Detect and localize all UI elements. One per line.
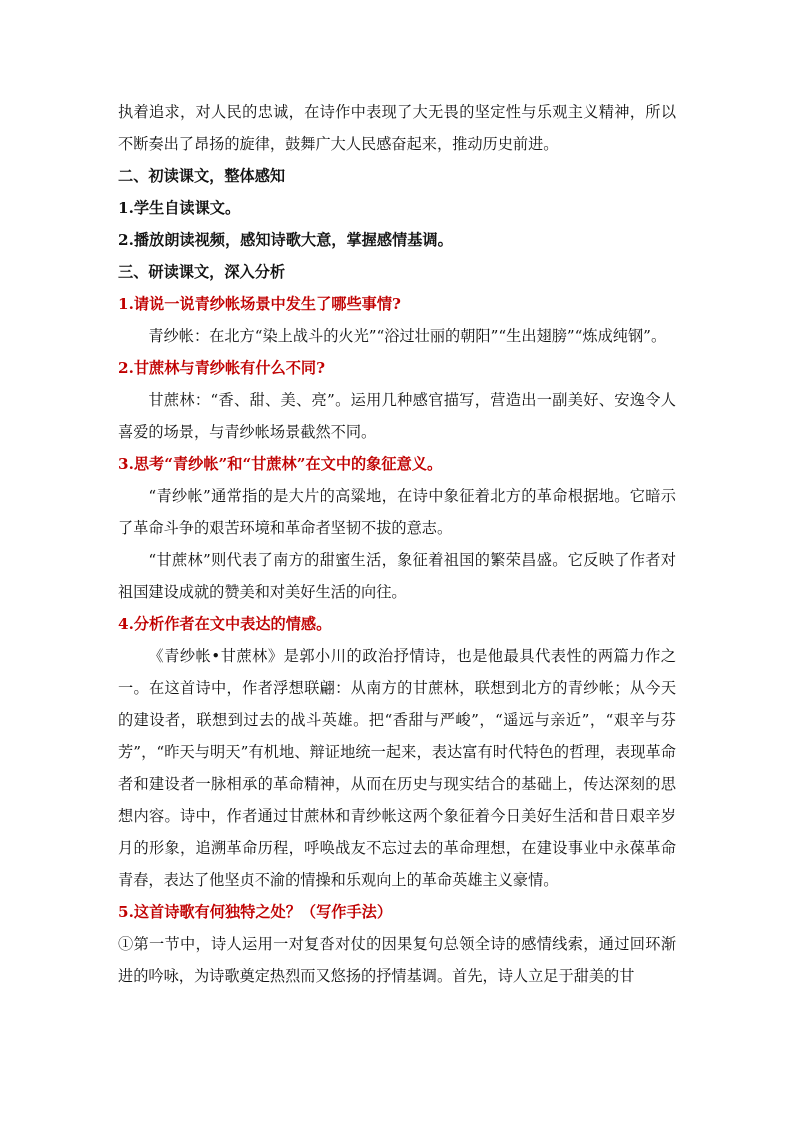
section-heading-2: 二、初读课文，整体感知 <box>118 167 286 185</box>
answer-4-paragraph: 《青纱帐•甘蔗林》是郭小川的政治抒情诗，也是他最具代表性的两篇力作之一。在这首诗中，作者浮想联翩：从南方的甘蔗林，联想到北方的青纱帐；从今天的建设者，联想到过去的战斗英雄。把“香甜与严峻”，“遥远与亲近”，“艰辛与芬芳”，“昨天与明天”有机地、辩证地统一起来，表达富有时代特色的哲理，表现革命者和建设者一脉相承的革命精神，从而在历史与现实结合的基础上，传达深刻的思想内容。诗中，作者通过甘蔗林和青纱帐这两个象征着今日美好生活和昔日艰辛岁月的形象，追溯革命历程，呼唤战友不忘过去的革命理想，在建设事业中永葆革命青春，表达了他坚贞不渝的情操和乐观向上的革命英雄主义豪情。 <box>118 647 676 889</box>
question-4: 4.分析作者在文中表达的情感。 <box>118 615 332 633</box>
answer-1-paragraph: 青纱帐：在北方“染上战斗的火光”“浴过壮丽的朝阳”“生出翅膀”“炼成纯钢”。 <box>148 327 667 345</box>
question-1: 1.请说一说青纱帐场景中发生了哪些事情? <box>118 295 401 313</box>
question-3: 3.思考“青纱帐”和“甘蔗林”在文中的象征意义。 <box>118 455 443 473</box>
section-heading-3: 三、研读课文，深入分析 <box>118 263 286 281</box>
section2-item-1: 1.学生自读课文。 <box>118 199 241 217</box>
document-body <box>118 96 676 992</box>
answer-2-paragraph: 甘蔗林：“香、甜、美、亮”。运用几种感官描写，营造出一副美好、安逸令人喜爱的场景，与青纱帐场景截然不同。 <box>118 391 676 441</box>
question-5: 5.这首诗歌有何独特之处？（写作手法） <box>118 903 393 921</box>
answer-3-paragraph-1: “青纱帐”通常指的是大片的高粱地，在诗中象征着北方的革命根据地。它暗示了革命斗争的艰苦环境和革命者坚韧不拔的意志。 <box>118 487 676 537</box>
section2-item-2: 2.播放朗读视频，感知诗歌大意，掌握感情基调。 <box>118 231 453 249</box>
question-2: 2.甘蔗林与青纱帐有什么不同? <box>118 359 326 377</box>
answer-5-paragraph: ①第一节中，诗人运用一对复沓对仗的因果复句总领全诗的感情线索，通过回环渐进的吟咏，为诗歌奠定热烈而又悠扬的抒情基调。首先，诗人立足于甜美的甘 <box>118 935 676 985</box>
answer-3-paragraph-2: “甘蔗林”则代表了南方的甜蜜生活，象征着祖国的繁荣昌盛。它反映了作者对祖国建设成就的赞美和对美好生活的向往。 <box>118 551 676 601</box>
intro-continuation-paragraph: 执着追求，对人民的忠诚，在诗作中表现了大无畏的坚定性与乐观主义精神，所以不断奏出了昂扬的旋律，鼓舞广大人民感奋起来，推动历史前进。 <box>118 103 676 153</box>
